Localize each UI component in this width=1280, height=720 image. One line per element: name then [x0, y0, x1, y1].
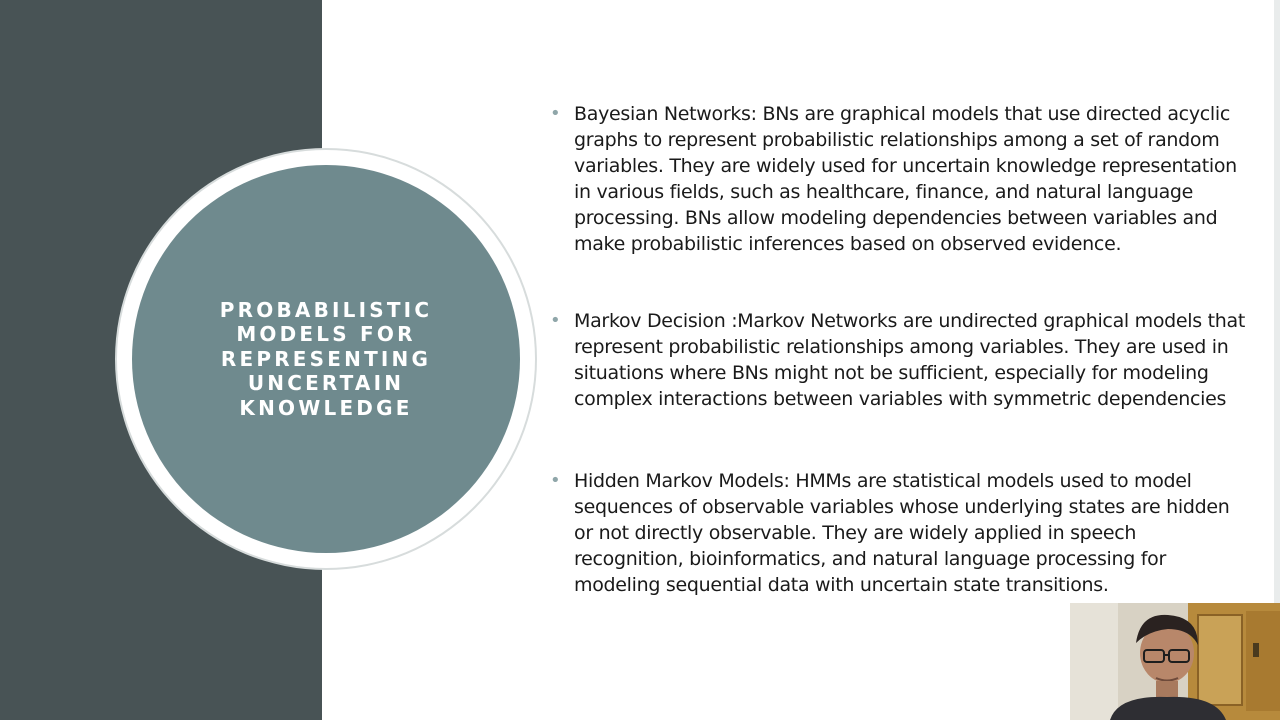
bullet-text: Hidden Markov Models: HMMs are statistical models used to model sequences of observable variables whose underlying states are hidden or not directly observable. They are widely applied in speech recognition, bioinformatics, and natural language processing for modeling sequential data with uncertain state transitions.: [574, 470, 1230, 596]
bullet-text: Markov Decision :Markov Networks are undirected graphical models that represent probabilistic relationships among variables. They are used in situations where BNs might not be sufficient, especially for modeling complex interactions between variables with symmetric dependencies: [574, 310, 1246, 410]
webcam-overlay: [1070, 603, 1280, 720]
bullet-dot-icon: •: [550, 103, 561, 124]
title-circle: [132, 165, 520, 553]
bullet-item-bayesian-networks: [548, 101, 1248, 257]
bullet-list: [548, 101, 1248, 598]
bullet-text: Bayesian Networks: BNs are graphical models that use directed acyclic graphs to represent probabilistic relationships among a set of random variables. They are widely used for uncertain knowledge representation in various fields, such as healthcare, finance, and natural language processing. BNs allow modeling dependencies between variables and make probabilistic inferences based on observed evidence.: [574, 103, 1237, 255]
bullet-dot-icon: •: [550, 470, 561, 491]
bullet-item-hidden-markov-models: [548, 468, 1248, 598]
bullet-dot-icon: •: [550, 310, 561, 331]
webcam-presenter-image: [1070, 603, 1280, 720]
bullet-item-markov-decision: [548, 308, 1248, 412]
slide-title: PROBABILISTIC MODELS FOR REPRESENTING UNCERTAIN KNOWLEDGE: [219, 297, 433, 420]
